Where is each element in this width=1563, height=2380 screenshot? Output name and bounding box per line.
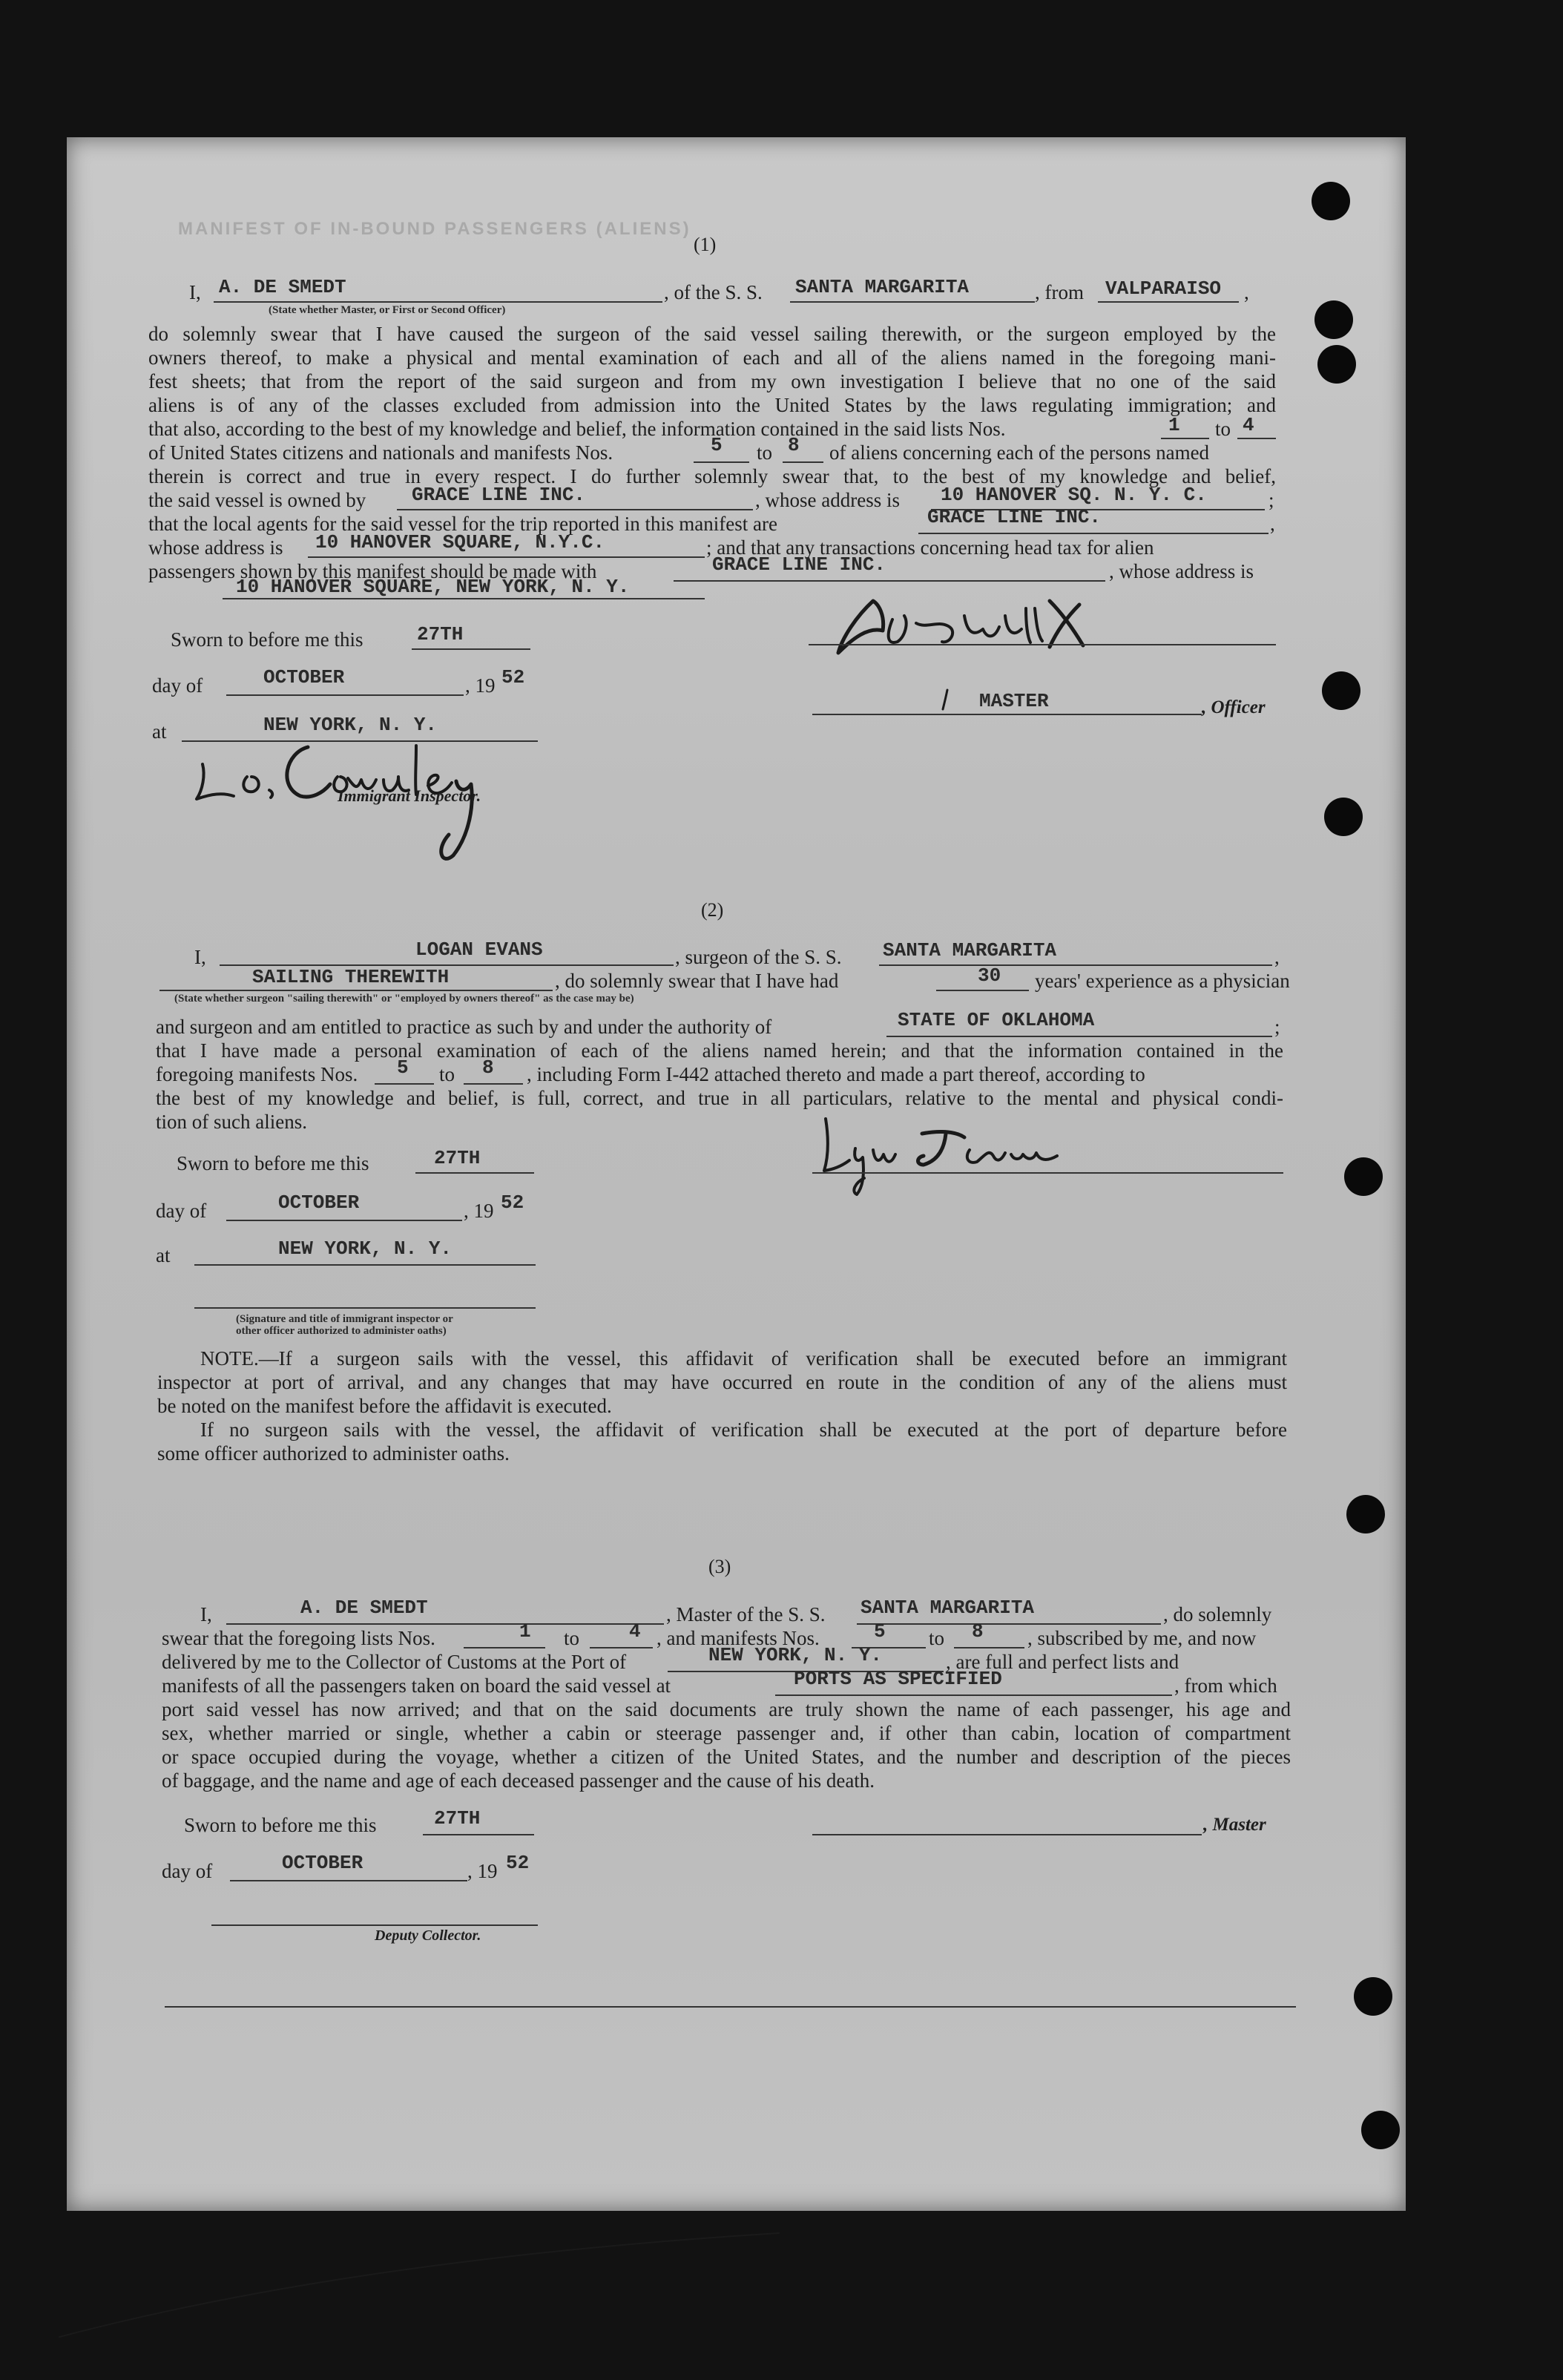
s2-authority-text: and surgeon and am entitled to practice as such by and under the authority of: [156, 1016, 772, 1038]
s1-headtax-text: ; and that any transactions concerning head tax for alien: [706, 536, 1154, 559]
s3-line2-a: swear that the foregoing lists Nos.: [162, 1627, 435, 1649]
s3-lists-to: 4: [629, 1620, 641, 1643]
faded-form-header: MANIFEST OF IN-BOUND PASSENGERS (ALIENS): [178, 219, 691, 239]
s2-note-5: some officer authorized to administer oaths.: [157, 1442, 510, 1465]
s2-month-line: [226, 1220, 462, 1221]
s3-taken-at-line: [775, 1694, 1172, 1696]
s2-month: OCTOBER: [278, 1191, 360, 1214]
s2-year-prefix: , 19: [464, 1200, 494, 1222]
s1-owner-address-label: , whose address is: [755, 489, 900, 511]
s2-line2-end: years' experience as a physician: [1035, 970, 1290, 992]
s1-line1-end: ,: [1244, 281, 1249, 303]
s1-agents-text: that the local agents for the said vessel for the trip reported in this manifest are: [148, 513, 777, 535]
s1-lists-from: 1: [1168, 414, 1180, 436]
s2-line1-end: ,: [1274, 946, 1280, 968]
s3-day-of: day of: [162, 1860, 213, 1882]
s2-note-2: inspector at port of arrival, and any changes that may have occurred en route in the condition of any of the aliens must: [157, 1371, 1287, 1393]
s2-line5-a: foregoing manifests Nos.: [156, 1063, 358, 1085]
s2-day-of: day of: [156, 1200, 207, 1222]
binder-hole: [1317, 345, 1356, 384]
s1-lists-to: to: [1215, 418, 1231, 440]
s2-authority: STATE OF OKLAHOMA: [898, 1009, 1095, 1031]
s1-headtax-address-line: [223, 598, 705, 599]
s2-signature-line: [812, 1172, 1283, 1174]
s2-status-caption: (State whether surgeon "sailing therewith" or "employed by owners thereof" as the case may be): [174, 993, 634, 1005]
section-1-number: (1): [694, 234, 717, 255]
s1-owner-line: [397, 509, 753, 510]
binder-hole: [1314, 300, 1353, 339]
s2-sworn-day-line: [415, 1172, 534, 1174]
s2-ship: SANTA MARGARITA: [883, 939, 1057, 961]
bottom-rule: [165, 2006, 1296, 2008]
s1-passengers-text: passengers shown by this manifest should be made with: [148, 560, 597, 582]
binder-hole: [1312, 182, 1350, 220]
s2-place-line: [194, 1264, 536, 1266]
s1-man-from: 5: [711, 434, 723, 456]
s2-line6: the best of my knowledge and belief, is full, correct, and true in all particulars, relative to the mental and physical condi-: [156, 1087, 1283, 1109]
s3-port: NEW YORK, N. Y.: [708, 1644, 883, 1666]
s1-manifests-rest: of aliens concerning each of the persons named: [829, 441, 1210, 464]
surgeon-signature: [812, 1111, 1109, 1200]
s3-body-1: port said vessel has now arrived; and that on the said documents are truly shown the name of each passenger, his age and: [162, 1698, 1291, 1720]
section-3-number: (3): [708, 1556, 731, 1577]
binder-hole: [1361, 2111, 1400, 2149]
s1-signature-line: [809, 644, 1276, 645]
s3-taken-at: PORTS AS SPECIFIED: [794, 1668, 1002, 1690]
s3-sworn-day: 27TH: [434, 1807, 481, 1830]
s2-note-3: be noted on the manifest before the affidavit is executed.: [157, 1395, 612, 1417]
s3-man-to-line: [954, 1647, 1024, 1648]
s2-status: SAILING THEREWITH: [252, 966, 450, 988]
s1-headtax-line: [674, 580, 1105, 582]
s1-sworn-label: Sworn to before me this: [171, 628, 363, 651]
s1-month: OCTOBER: [263, 666, 345, 688]
s2-ship-line: [879, 964, 1272, 966]
s1-body-1: do solemnly swear that I have caused the surgeon of the said vessel sailing therewith, or the surgeon employed by the: [148, 323, 1276, 345]
s2-line5-c: , including Form I-442 attached thereto and made a part thereof, according to: [527, 1063, 1145, 1085]
s3-collector-caption: Deputy Collector.: [375, 1927, 481, 1944]
s3-master-name: A. DE SMEDT: [300, 1597, 428, 1619]
s1-headtax-party: GRACE LINE INC.: [712, 553, 886, 576]
s1-i: I,: [189, 281, 201, 303]
s3-master-line: [226, 1623, 664, 1625]
s3-line1-end: , do solemnly: [1163, 1603, 1272, 1625]
s3-line3-a: delivered by me to the Collector of Customs at the Port of: [162, 1651, 627, 1673]
s1-body-4: aliens is of any of the classes excluded from admission into the United States by the laws regulating immigration; and: [148, 394, 1276, 416]
s1-lists-text: that also, according to the best of my knowledge and belief, the information contained in the said lists Nos.: [148, 418, 1006, 440]
s2-line5-b: to: [439, 1063, 455, 1085]
s3-man-to: 8: [972, 1620, 984, 1643]
s1-officer-name: A. DE SMEDT: [219, 276, 346, 298]
s2-man-from: 5: [397, 1056, 409, 1079]
s1-officer-caption: (State whether Master, or First or Second Officer): [269, 304, 506, 316]
binder-hole: [1344, 1157, 1383, 1196]
s2-line2-text: , do solemnly swear that I have had: [555, 970, 839, 992]
s3-sworn-day-line: [423, 1834, 534, 1835]
s2-status-line: [159, 990, 553, 991]
s1-lists-to-num: 4: [1243, 414, 1254, 436]
s1-owned-text: the said vessel is owned by: [148, 489, 366, 511]
s3-i: I,: [200, 1603, 212, 1625]
s2-sworn-day: 27TH: [434, 1147, 481, 1169]
s1-month-line: [226, 694, 464, 696]
section-2-number: (2): [701, 899, 724, 921]
s2-place: NEW YORK, N. Y.: [278, 1237, 453, 1260]
s1-man-to-num: 8: [788, 434, 800, 456]
s1-passengers-end: , whose address is: [1109, 560, 1254, 582]
binder-hole: [1322, 671, 1360, 710]
s2-at: at: [156, 1244, 171, 1266]
s1-ship-line: [790, 301, 1035, 303]
s2-man-to-line: [464, 1083, 523, 1085]
s1-agents-line: [918, 533, 1269, 534]
s1-owner-address: 10 HANOVER SQ. N. Y. C.: [941, 484, 1207, 506]
s3-month: OCTOBER: [282, 1852, 363, 1874]
s2-sig-caption-1: (Signature and title of immigrant inspector or: [236, 1313, 453, 1325]
s1-from-port: VALPARAISO: [1105, 277, 1222, 300]
s1-year: 52: [501, 666, 525, 688]
s2-sig-caption-2: other officer authorized to administer oaths): [236, 1325, 447, 1337]
s2-authority-line: [886, 1036, 1272, 1037]
s1-further: therein is correct and true in every respect. I do further solemnly swear that, to the best of my knowledge and belief,: [148, 465, 1276, 487]
s1-agents-address-line: [308, 556, 705, 558]
s3-year-prefix: , 19: [467, 1860, 498, 1882]
binder-hole: [1324, 798, 1363, 836]
s1-body-2: owners thereof, to make a physical and mental examination of each and all of the aliens named in the foregoing mani-: [148, 346, 1276, 369]
title-tick-mark: [938, 688, 953, 711]
s1-lists-to-line: [1237, 438, 1276, 439]
s1-at: at: [152, 720, 167, 743]
s1-owner: GRACE LINE INC.: [412, 484, 586, 506]
s2-sworn-label: Sworn to before me this: [177, 1152, 369, 1174]
s3-line4-b: , from which: [1174, 1674, 1277, 1697]
s1-officer-title: MASTER: [979, 690, 1049, 712]
s1-headtax-address: 10 HANOVER SQUARE, NEW YORK, N. Y.: [236, 576, 630, 598]
s3-man-from: 5: [874, 1620, 886, 1643]
binder-hole: [1346, 1495, 1385, 1533]
s3-line3-b: , are full and perfect lists and: [946, 1651, 1179, 1673]
s3-ship: SANTA MARGARITA: [861, 1597, 1035, 1619]
master-signature: [827, 586, 1124, 668]
s1-man-from-line: [694, 461, 749, 463]
s1-lists-from-line: [1161, 438, 1209, 439]
s1-agents: GRACE LINE INC.: [927, 506, 1102, 528]
s1-ship: SANTA MARGARITA: [795, 276, 970, 298]
s3-line2-b: to: [564, 1627, 580, 1649]
s1-sworn-day: 27TH: [417, 623, 464, 645]
s2-year: 52: [501, 1191, 524, 1214]
s3-lists-to-line: [590, 1647, 653, 1648]
s3-ship-line: [857, 1623, 1161, 1625]
s3-master-sign-line: [812, 1834, 1202, 1835]
s3-body-4: of baggage, and the name and age of each deceased passenger and the cause of his death.: [162, 1769, 875, 1792]
s2-note-1: NOTE.—If a surgeon sails with the vessel, this affidavit of verification shall be executed before an immigrant: [200, 1347, 1287, 1370]
s3-master-label: , Master: [1203, 1815, 1266, 1835]
s1-officer-title-line: [812, 714, 1202, 715]
s3-year: 52: [506, 1852, 530, 1874]
s2-years-line: [936, 990, 1029, 991]
s2-surgeon-of: , surgeon of the S. S.: [675, 946, 842, 968]
s1-agents-address: 10 HANOVER SQUARE, N.Y.C.: [315, 531, 605, 553]
s2-authority-end: ;: [1274, 1016, 1280, 1038]
s1-from: , from: [1035, 281, 1084, 303]
s1-owned-end: ;: [1269, 489, 1274, 511]
s1-man-to: to: [757, 441, 773, 464]
s1-officer-label: , Officer: [1202, 697, 1266, 717]
s3-lists-from-line: [464, 1647, 545, 1648]
s2-man-to: 8: [482, 1056, 494, 1079]
s2-note-4: If no surgeon sails with the vessel, the affidavit of verification shall be executed at the port of departure before: [200, 1419, 1287, 1441]
s2-inspector-line: [194, 1307, 536, 1309]
s3-body-2: sex, whether married or single, whether a cabin or steerage passenger and, if other than cabin, location of compartment: [162, 1722, 1291, 1744]
s1-day-of: day of: [152, 674, 203, 697]
s2-years: 30: [978, 964, 1001, 987]
s3-body-3: or space occupied during the voyage, whether a citizen of the United States, and the number and description of the pieces: [162, 1746, 1291, 1768]
s3-sworn-label: Sworn to before me this: [184, 1814, 377, 1836]
s1-whose-text: whose address is: [148, 536, 283, 559]
s1-year-prefix: , 19: [465, 674, 496, 697]
s2-i: I,: [194, 946, 206, 968]
s1-man-to-line: [783, 461, 823, 463]
s2-man-from-line: [375, 1083, 434, 1085]
s1-inspector-caption: Immigrant Inspector.: [338, 786, 481, 805]
s3-line2-d: to: [929, 1627, 945, 1649]
s1-agents-end: ,: [1270, 513, 1275, 535]
s1-sworn-day-line: [412, 648, 530, 650]
s2-line7: tion of such aliens.: [156, 1111, 307, 1133]
binder-hole: [1354, 1977, 1392, 2016]
s2-line4: that I have made a personal examination of each of the aliens named herein; and that the information contained in the: [156, 1039, 1283, 1062]
s2-surgeon-name: LOGAN EVANS: [415, 938, 543, 961]
s1-manifests-text: of United States citizens and nationals and manifests Nos.: [148, 441, 613, 464]
s1-from-line: [1098, 301, 1239, 303]
s1-place: NEW YORK, N. Y.: [263, 714, 438, 736]
stray-pen-mark: [52, 2226, 794, 2359]
s3-line2-e: , subscribed by me, and now: [1027, 1627, 1257, 1649]
s3-collector-line: [211, 1924, 538, 1926]
s3-lists-from: 1: [519, 1620, 531, 1643]
s3-master-of: , Master of the S. S.: [666, 1603, 826, 1625]
s3-month-line: [230, 1880, 467, 1881]
s1-officer-line: [214, 301, 662, 303]
s3-line4-a: manifests of all the passengers taken on board the said vessel at: [162, 1674, 671, 1697]
s1-of-the-ss: , of the S. S.: [664, 281, 763, 303]
s1-body-3: fest sheets; that from the report of the said surgeon and from my own investigation I believe that no one of the said: [148, 370, 1276, 392]
s3-line2-c: , and manifests Nos.: [657, 1627, 820, 1649]
